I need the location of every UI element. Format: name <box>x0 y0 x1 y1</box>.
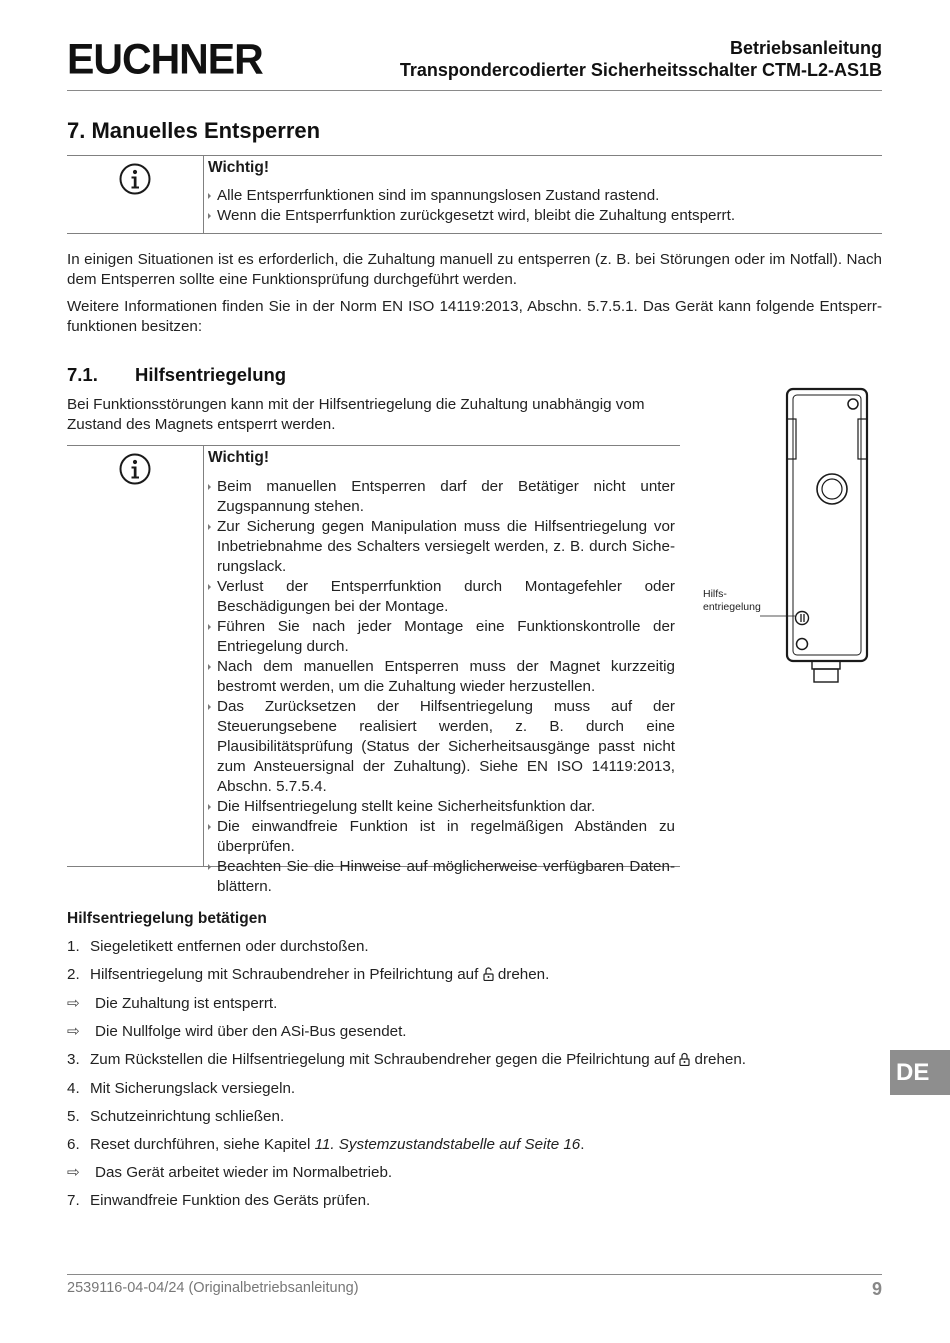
notice-item: Die einwandfreie Funktion ist in regelmäßigen Abständen zu überprüfen. <box>208 817 675 857</box>
chapter-reference-link[interactable]: 11. Systemzustandstabelle auf Seite 16 <box>314 1136 581 1153</box>
language-tab: DE <box>890 1050 950 1095</box>
step-text: Mit Sicherungslack versiegeln. <box>90 1080 296 1097</box>
notice-item: Beim manuellen Entsperren darf der Betätiger nicht unter Zugspannung stehen. <box>208 477 675 517</box>
result-item <box>67 1163 392 1183</box>
notice-box-important <box>67 445 680 895</box>
section-title: 7. Manuelles Entsperren <box>67 118 321 143</box>
step-text: Schutzeinrichtung schließen. <box>90 1108 285 1125</box>
step-number: 4. <box>67 1080 80 1097</box>
notice-divider <box>203 446 204 866</box>
paragraph: Weitere Informationen finden Sie in der Norm EN ISO 14119:2013, Abschn. 5.7.5.1. Das Gerät kann folgende Entsperrfunktionen besitzen: <box>67 298 882 335</box>
notice-list <box>208 186 878 226</box>
notice-item: Das Zurücksetzen der Hilfsentriegelung muss auf der Steuerungsebene realisiert werden, z. B. durch eine Plausibilitätsprüfung (Status der Sicherheitsausgänge passt nicht zum Ansteuersignal der Zuhaltung). Siehe EN ISO 14119:2013, Abschn. 5.7.5.4. <box>208 697 675 797</box>
figure-label: Hilfs- <box>703 588 727 600</box>
notice-box-important <box>67 155 882 234</box>
step-text: Hilfsentriegelung mit Schraubendreher in Pfeilrichtung auf <box>90 966 479 983</box>
notice-list <box>208 477 675 897</box>
figure-label: entriegelung <box>703 601 761 613</box>
step-text: Die Zuhaltung ist entsperrt. <box>95 995 278 1012</box>
subsection-number: 7.1. <box>67 364 98 385</box>
result-arrow-icon: ⇨ <box>67 1023 80 1040</box>
subsection-title <box>67 364 286 386</box>
step-text: Reset durchführen, siehe Kapitel <box>90 1136 311 1153</box>
unlocked-padlock-icon <box>483 967 494 981</box>
notice-item: Alle Entsperrfunktionen sind im spannungslosen Zustand rastend. <box>208 186 878 206</box>
notice-title: Wichtig! <box>208 449 269 466</box>
step-text: Die Nullfolge wird über den ASi-Bus gesendet. <box>95 1023 407 1040</box>
step-item <box>67 965 549 985</box>
step-text: Einwandfreie Funktion des Geräts prüfen. <box>90 1192 371 1209</box>
notice-item: Führen Sie nach jeder Montage eine Funktionskontrolle der Entriegelung durch. <box>208 617 675 657</box>
paragraph: In einigen Situationen ist es erforderlich, die Zuhaltung manuell zu entsperren (z. B. bei Störungen oder im Notfall). Nach dem Entsperren sollte eine Funktionsprüfung durchgeführt werden. <box>67 251 882 288</box>
step-item <box>67 1135 585 1155</box>
notice-divider <box>203 156 204 233</box>
header-title-line1: Betriebsanleitung <box>729 38 882 58</box>
step-text: Zum Rückstellen die Hilfsentriegelung mit Schraubendreher gegen die Pfeilrichtung auf <box>90 1051 676 1068</box>
result-arrow-icon: ⇨ <box>67 995 80 1012</box>
page-number: 9 <box>871 1279 882 1299</box>
result-arrow-icon: ⇨ <box>67 1164 80 1181</box>
header-title-line2: Transpondercodierter Sicherheitsschalter CTM-L2-AS1B <box>399 60 882 80</box>
step-item <box>67 1050 746 1070</box>
notice-item: Nach dem manuellen Entsperren muss der Magnet kurzzeitig bestromt werden, um die Zuhaltung wieder herzustellen. <box>208 657 675 697</box>
step-text: drehen. <box>694 1051 747 1068</box>
notice-item: Zur Sicherung gegen Manipulation muss die Hilfsentriegelung vor Inbetriebnahme des Schalters versiegelt werden, z. B. durch Sicherungslack. <box>208 517 675 577</box>
step-number: 1. <box>67 938 80 955</box>
step-item <box>67 1107 284 1127</box>
procedure-title: Hilfsentriegelung betätigen <box>67 910 267 927</box>
locked-padlock-icon <box>679 1052 690 1066</box>
step-number: 6. <box>67 1136 80 1153</box>
notice-item: Die Hilfsentriegelung stellt keine Sicherheitsfunktion dar. <box>208 797 675 817</box>
footer-doc-id: 2539116-04-04/24 (Originalbetriebsanleitung) <box>67 1280 359 1296</box>
notice-item: Wenn die Entsperrfunktion zurückgesetzt wird, bleibt die Zuhaltung entsperrt. <box>208 206 878 226</box>
step-item <box>67 1191 370 1211</box>
notice-title: Wichtig! <box>208 159 269 176</box>
safety-switch-drawing <box>700 385 880 690</box>
step-text: drehen. <box>497 966 550 983</box>
result-item <box>67 1022 407 1042</box>
subsection-title-text: Hilfsentriegelung <box>135 364 287 385</box>
notice-item: Verlust der Entsperrfunktion durch Montagefehler oder Beschädigungen bei der Montage. <box>208 577 675 617</box>
footer-divider <box>67 1274 882 1275</box>
step-item <box>67 1079 295 1099</box>
subsection-intro: Bei Funktionsstörungen kann mit der Hilfsentriegelung die Zuhaltung unabhängig vom Zustand des Magnets entsperrt werden. <box>67 396 645 433</box>
step-number: 3. <box>67 1051 80 1068</box>
step-number: 2. <box>67 966 80 983</box>
step-number: 5. <box>67 1108 80 1125</box>
step-number: 7. <box>67 1192 80 1209</box>
info-icon <box>119 453 151 485</box>
step-text: Das Gerät arbeitet wieder im Normalbetrieb. <box>95 1164 393 1181</box>
euchner-logo: EUCHNER <box>67 34 263 84</box>
info-icon <box>119 163 151 195</box>
result-item <box>67 994 277 1014</box>
step-text: Siegeletikett entfernen oder durchstoßen. <box>90 938 369 955</box>
step-text: . <box>580 1136 585 1153</box>
notice-item: Beachten Sie die Hinweise auf möglicherweise verfügbaren Datenblättern. <box>208 857 675 897</box>
step-item <box>67 937 369 957</box>
header-divider <box>67 90 882 91</box>
